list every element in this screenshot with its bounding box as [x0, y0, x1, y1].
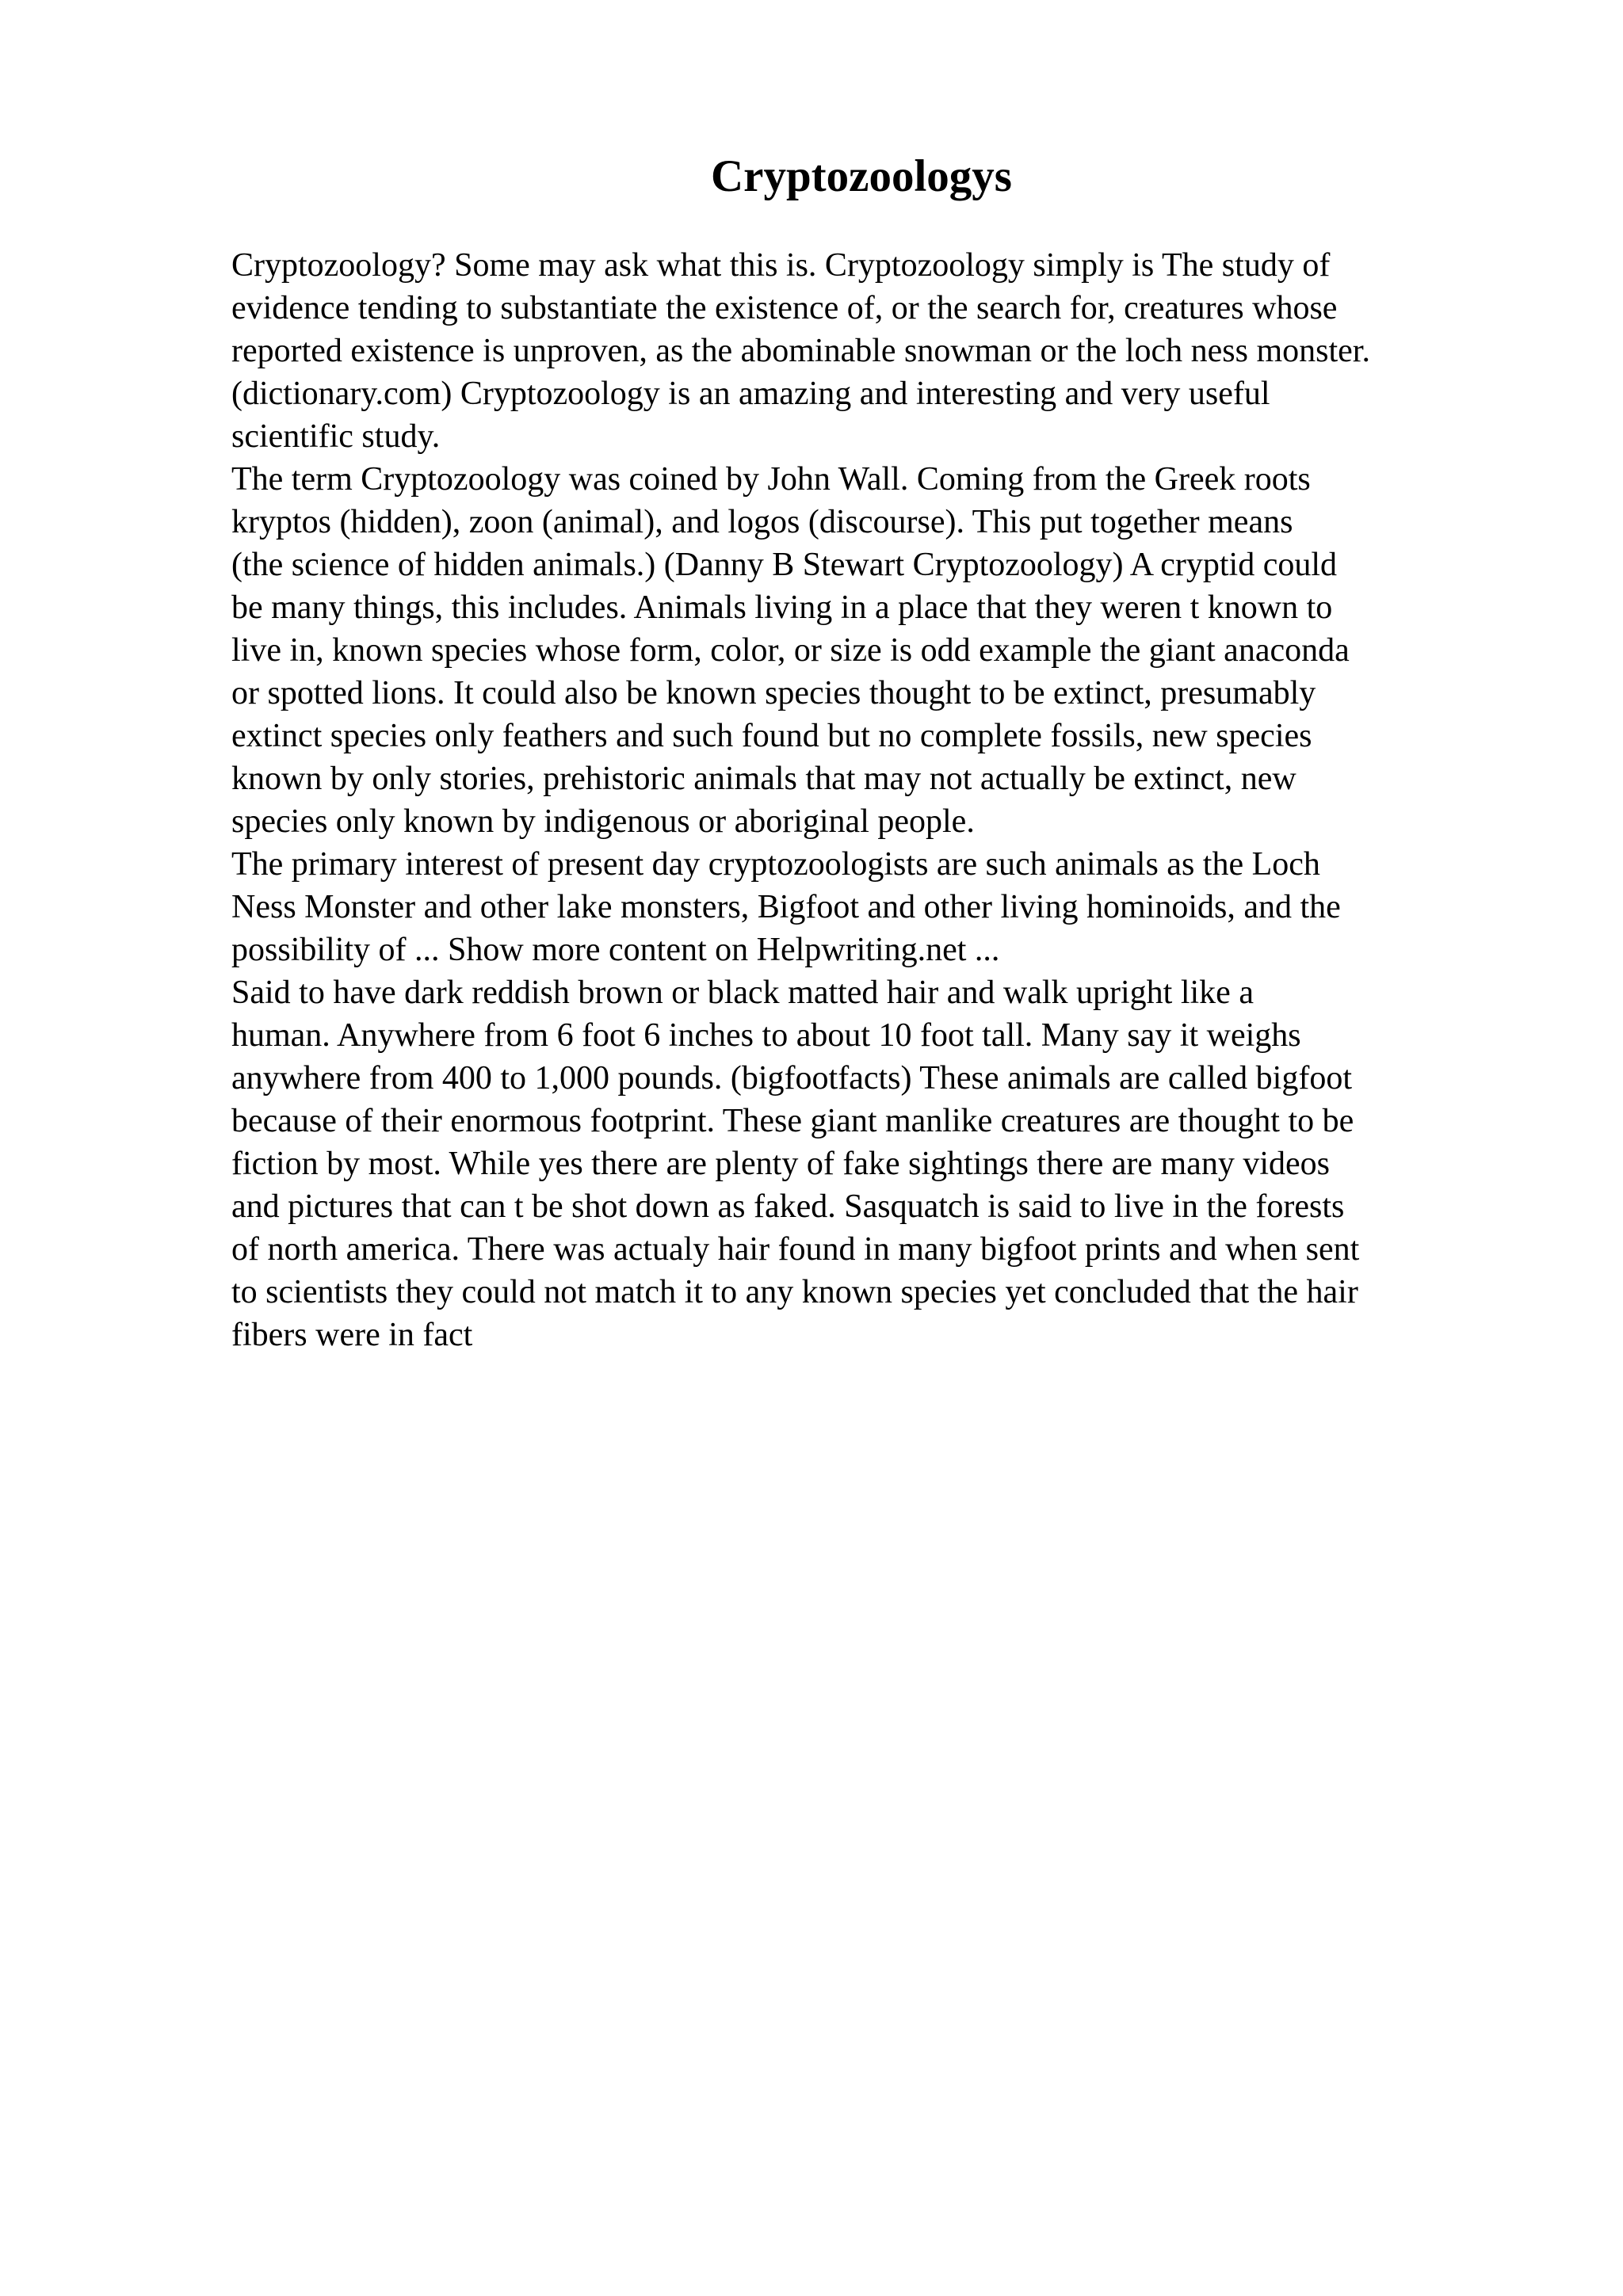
body-line: fibers were in fact [231, 1317, 473, 1353]
body-line: to scientists they could not match it to any known species yet concluded that the hair [231, 1274, 1358, 1310]
document-body [231, 244, 1515, 1356]
body-line: or spotted lions. It could also be known species thought to be extinct, presumably [231, 675, 1316, 711]
document-title: Cryptozoologys [711, 151, 1012, 201]
body-line: Cryptozoology? Some may ask what this is. Cryptozoology simply is The study of [231, 247, 1331, 284]
body-line: live in, known species whose form, color, or size is odd example the giant anaconda [231, 632, 1350, 669]
body-line: reported existence is unproven, as the abominable snowman or the loch ness monster. [231, 333, 1370, 369]
body-line: known by only stories, prehistoric animals that may not actually be extinct, new [231, 761, 1296, 797]
body-line: anywhere from 400 to 1,000 pounds. (bigfootfacts) These animals are called bigfoot [231, 1060, 1352, 1097]
body-line: and pictures that can t be shot down as faked. Sasquatch is said to live in the forests [231, 1188, 1345, 1225]
body-line: The primary interest of present day cryptozoologists are such animals as the Loch [231, 846, 1320, 883]
body-line: kryptos (hidden), zoon (animal), and logos (discourse). This put together means [231, 504, 1293, 540]
body-line: Said to have dark reddish brown or black matted hair and walk upright like a [231, 974, 1254, 1011]
body-line: possibility of ... Show more content on Helpwriting.net ... [231, 932, 1000, 968]
body-line: (dictionary.com) Cryptozoology is an amazing and interesting and very useful [231, 376, 1270, 412]
body-line: species only known by indigenous or aboriginal people. [231, 803, 975, 840]
body-line: (the science of hidden animals.) (Danny B Stewart Cryptozoology) A cryptid could [231, 547, 1338, 583]
body-line: because of their enormous footprint. These giant manlike creatures are thought to be [231, 1103, 1354, 1139]
body-line: The term Cryptozoology was coined by John Wall. Coming from the Greek roots [231, 461, 1311, 498]
body-line: evidence tending to substantiate the existence of, or the search for, creatures whose [231, 290, 1338, 326]
body-line: of north america. There was actualy hair found in many bigfoot prints and when sent [231, 1231, 1360, 1268]
body-line: fiction by most. While yes there are plenty of fake sightings there are many videos [231, 1146, 1330, 1182]
body-line: Ness Monster and other lake monsters, Bigfoot and other living hominoids, and the [231, 889, 1341, 925]
body-line: be many things, this includes. Animals living in a place that they weren t known to [231, 589, 1333, 626]
body-line: scientific study. [231, 418, 441, 455]
body-line: extinct species only feathers and such found but no complete fossils, new species [231, 718, 1312, 754]
body-line: human. Anywhere from 6 foot 6 inches to about 10 foot tall. Many say it weighs [231, 1017, 1301, 1054]
